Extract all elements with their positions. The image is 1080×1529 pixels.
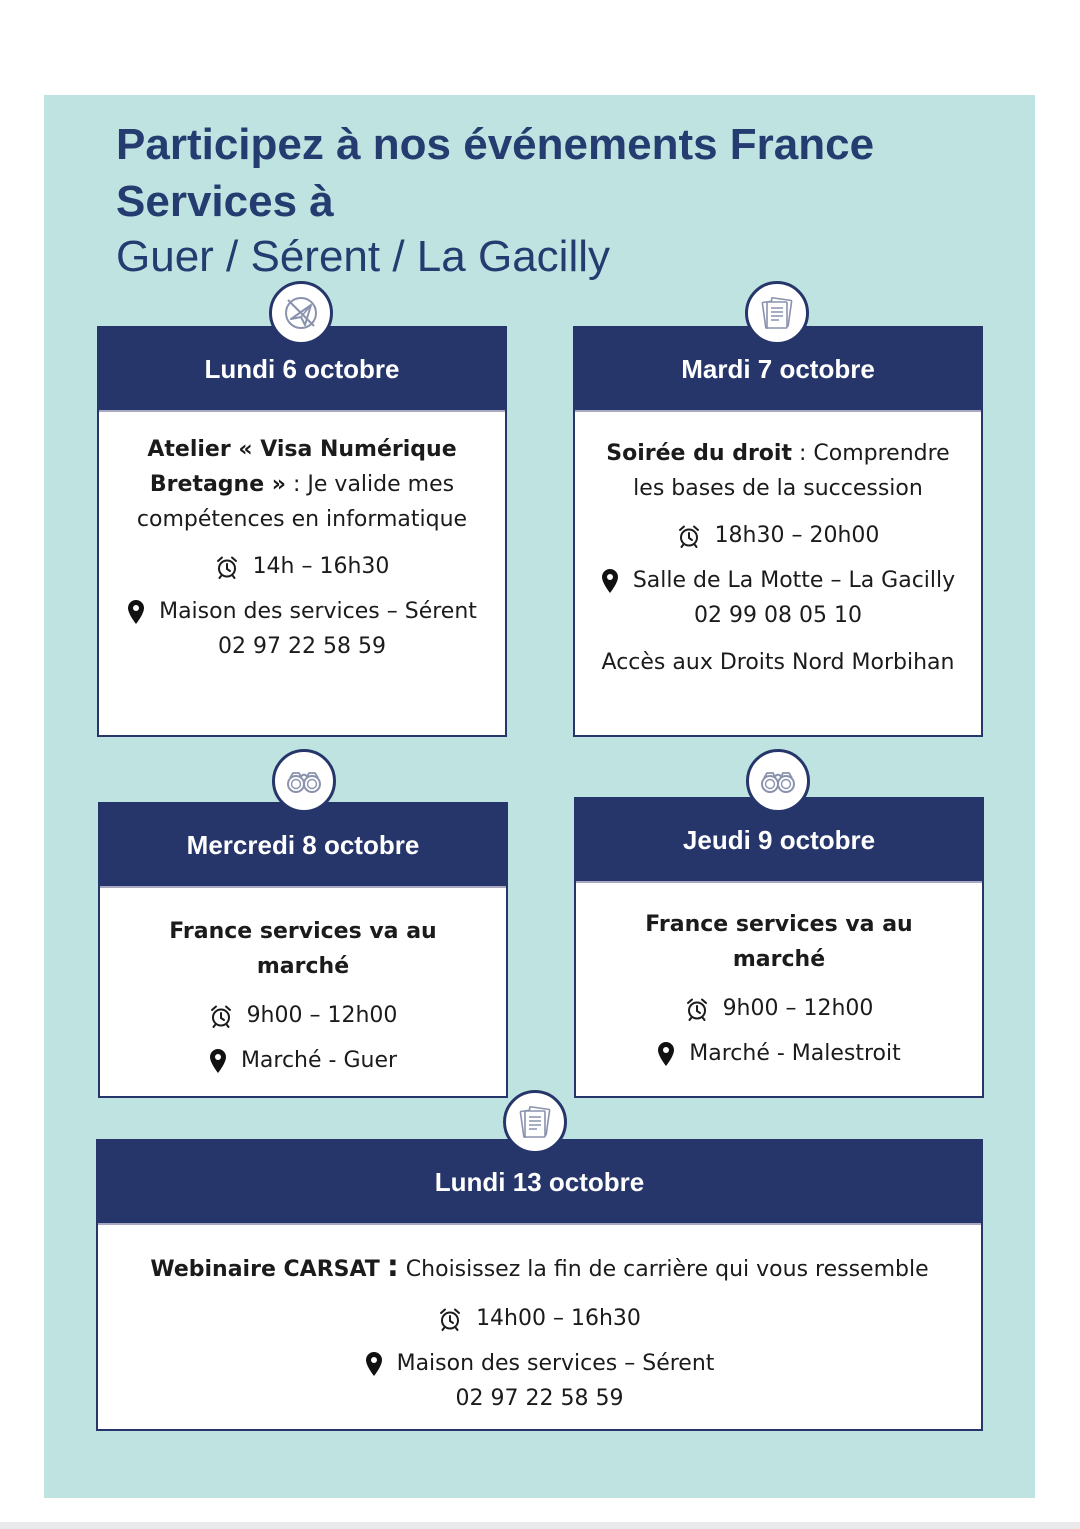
event-time-text: 9h00 – 12h00	[722, 996, 874, 1021]
event-title-cont: Bretagne »	[149, 472, 287, 497]
event-time-text: 9h00 – 12h00	[246, 1003, 398, 1028]
alarm-clock-icon	[438, 1307, 462, 1331]
event-description	[575, 436, 981, 506]
event-time	[99, 549, 505, 584]
event-phone: 02 99 08 05 10	[694, 603, 862, 628]
event-location	[99, 594, 505, 629]
event-card-jeudi-9	[574, 797, 984, 1098]
page-title	[116, 116, 1016, 284]
event-subtitle: : Comprendre les bases de la succession	[633, 441, 950, 501]
event-card-mardi-7	[573, 326, 983, 737]
event-time	[100, 998, 506, 1033]
bottom-strip	[0, 1522, 1080, 1529]
event-description	[576, 907, 982, 977]
alarm-clock-icon	[685, 997, 709, 1021]
event-time-text: 14h – 16h30	[252, 554, 390, 579]
alarm-clock-icon	[215, 555, 239, 579]
event-time	[575, 518, 981, 553]
location-pin-icon	[601, 568, 619, 594]
event-card-lundi-6	[97, 326, 507, 737]
location-pin-icon	[657, 1041, 675, 1067]
binoculars-icon	[272, 749, 336, 813]
event-time	[98, 1301, 981, 1336]
event-subtitle: Choisissez la fin de carrière qui vous ressemble	[398, 1257, 929, 1282]
event-time	[576, 991, 982, 1026]
event-card-lundi-13	[96, 1139, 983, 1431]
alarm-clock-icon	[677, 524, 701, 548]
event-description	[99, 432, 505, 537]
event-location-text: Salle de La Motte – La Gacilly	[632, 568, 956, 593]
event-organizer: Accès aux Droits Nord Morbihan	[601, 650, 955, 675]
event-location	[576, 1036, 982, 1071]
event-phone: 02 97 22 58 59	[218, 634, 386, 659]
location-pin-icon	[127, 599, 145, 625]
event-time-text: 14h00 – 16h30	[476, 1306, 641, 1331]
title-locations: Guer / Sérent / La Gacilly	[116, 232, 610, 281]
event-date: Mardi 7 octobre	[575, 328, 981, 412]
event-title: Soirée du droit	[606, 441, 792, 466]
event-subtitle: : Je valide mes compétences en informatique	[136, 472, 468, 532]
event-location-text: Maison des services – Sérent	[159, 599, 477, 624]
event-title: Atelier « Visa Numérique	[147, 437, 457, 462]
location-pin-icon	[209, 1048, 227, 1074]
documents-icon	[745, 281, 809, 345]
send-arrow-icon	[269, 281, 333, 345]
event-phone: 02 97 22 58 59	[455, 1386, 624, 1411]
event-time-text: 18h30 – 20h00	[714, 523, 880, 548]
event-description	[98, 1249, 981, 1287]
event-location-text: Marché - Malestroit	[689, 1041, 901, 1066]
event-location-text: Maison des services – Sérent	[396, 1351, 715, 1376]
event-location	[575, 563, 981, 598]
event-date: Lundi 13 octobre	[98, 1141, 981, 1225]
event-location	[98, 1346, 981, 1381]
event-date: Jeudi 9 octobre	[576, 799, 982, 883]
event-date: Mercredi 8 octobre	[100, 804, 506, 888]
location-pin-icon	[365, 1351, 383, 1377]
binoculars-icon	[746, 749, 810, 813]
event-title: France services va au marché	[169, 919, 437, 979]
event-location-text: Marché - Guer	[240, 1048, 398, 1073]
event-location	[100, 1043, 506, 1078]
title-bold: Participez à nos événements France Services à	[116, 120, 875, 226]
event-date: Lundi 6 octobre	[99, 328, 505, 412]
event-description	[100, 914, 506, 984]
alarm-clock-icon	[209, 1004, 233, 1028]
event-title: France services va au marché	[645, 912, 913, 972]
documents-icon	[503, 1090, 567, 1154]
event-separator: :	[386, 1249, 399, 1284]
event-title: Webinaire CARSAT	[150, 1257, 380, 1282]
event-card-mercredi-8	[98, 802, 508, 1098]
